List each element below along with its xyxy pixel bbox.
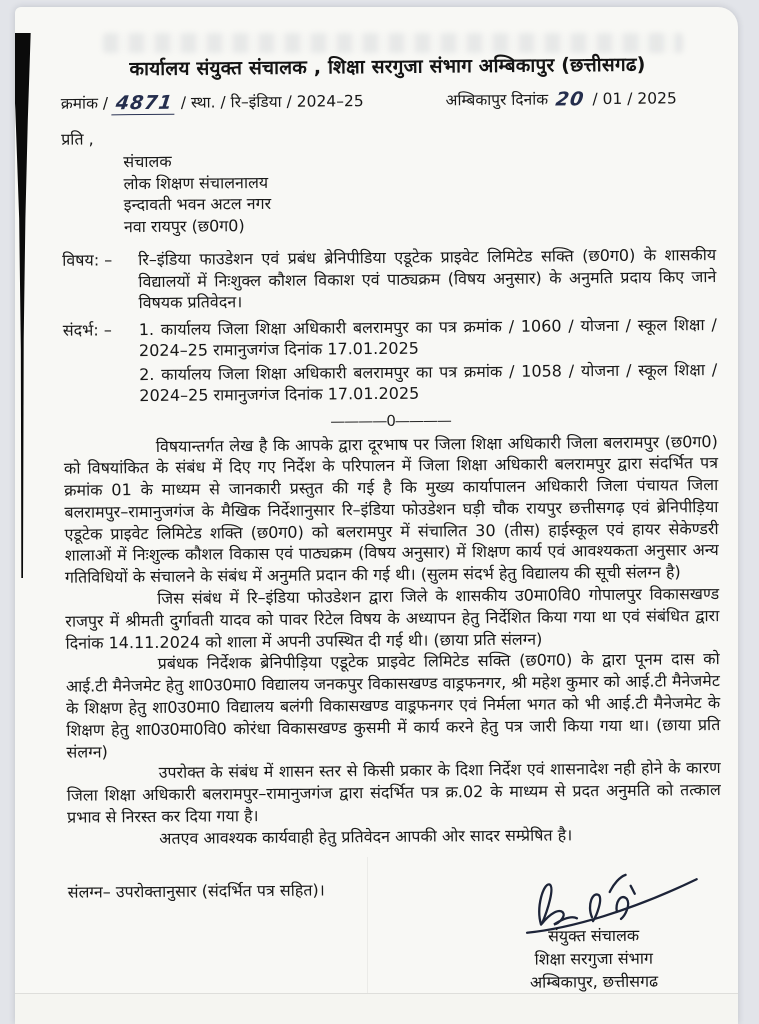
reference-label: संदर्भ: – [62,319,112,340]
reference-item: 2. कार्यालय जिला शिक्षा अधिकारी बलरामपुर का पत्र क्रमांक / 1058 / योजना / स्कूल शिक्षा / 2024–25 रामानुजगंज दिनांक 17.01.2025 [139,359,718,406]
letter-date-label: अम्बिकापुर दिनांक [445,90,549,110]
letter-number-rest: / स्था. / रि–इंडिया / 2024–25 [180,92,364,112]
office-letterhead-title: कार्यालय संयुक्त संचालक , शिक्षा सरगुजा संभाग अम्बिकापुर (छत्तीसगढ) [129,53,646,81]
reference-row [63,314,718,410]
signatory-place: अम्बिकापुर, छत्तीसगढ [529,971,659,992]
letter-paper [15,7,738,1024]
section-separator: ————0———— [330,410,451,430]
subject-row [62,244,717,314]
signature-block [470,861,716,994]
reference-number-line [61,86,715,115]
handwritten-letter-number: 4871 [112,92,178,116]
enclosure-note: संलग्न– उपरोक्तानुसार (संदर्भित पत्र सहित)। [67,880,325,902]
body-paragraph: उपरोक्त के संबंध में शासन स्तर से किसी प्रकार के दिशा निर्देश एवं शासनादेश नही होने के कारण जिला शिक्षा अधिकारी बलरामपुर–रामानुजगंज द्वारा संदर्भित पत्र क्र.02 के माध्यम से प्रदत अनुमति को तत्काल प्रभाव से निरस्त कर दिया गया है। [66,758,721,827]
reference-item: 1. कार्यालय जिला शिक्षा अधिकारी बलरामपुर का पत्र क्रमांक / 1060 / योजना / स्कूल शिक्षा / 2024–25 रामानुजगंज दिनांक 17.01.2025 [138,314,717,361]
body-paragraph: जिस संबंध में रि–इंडिया फोउडेशन द्वारा जिले के शासकीय उ0मा0वि0 गोपालपुर विकासखण्ड राजपुर में श्रीमती दुर्गावती यादव को पावर रिटेल विषय के अध्यापन हेतु निर्देशित किया गया था एवं संबंधित द्वारा दिनांक 14.11.2024 को शाला में अपनी उपस्थित दी गई थी। (छाया प्रति संलग्न) [65,584,720,653]
body-paragraph: प्रबंधक निर्देशक ब्रेनिपीड़िया एडूटेक प्राइवेट लिमिटेड सक्ति (छ0ग0) के द्वारा पूनम दास को आई.टी मैनेजमेट हेतु शा0उ0मा0 विद्यालय जनकपुर विकासखण्ड वाड्रफनगर, श्री महेश कुमार को आई.टी मैनेजमेट के शिक्षण हेतु शा0उ0मा0 विद्यालय बलंगी विकासखण्ड वाड़्रफनगर एवं निर्मला भगत को भी आई.टी मैनेजमेट के शिक्षण हेतु शा0उ0मा0वि0 कोरंधा विकासखण्ड कुसमी में कार्य करने हेतु पत्र जारी किया गया था। (छाया प्रति संलग्न) [65,649,721,762]
reference-list [139,314,718,409]
letter-date [445,86,676,111]
body-paragraph: विषयान्तर्गत लेख है कि आपके द्वारा दूरभाष पर जिला शिक्षा अधिकारी जिला बलरामपुर (छ0ग0) को विषयांकित के संबंध में दिए गए निर्देश के परिपालन में जिला शिक्षा अधिकारी बलरामपुर द्वारा संदर्भित पत्र क्रमांक 01 के माध्यम से जानकारी प्रस्तुत की गई है कि मुख्य कार्यापालन अधिकारी जिला पंचायत जिला बलरामपुर–रामानुजगंज के मैखिक निर्देशानुसार रि–इंडिया फोउडेशन घड़ी चौक रायपुर छत्तीसगढ़ एवं ब्रेनिपीड़िया एडूटेक प्राइवेट लिमिटेड शक्ति (छ0ग0) को बलरामपुर में संचालित 30 (तीस) हाईस्कूल एवं हायर सेकेण्डरी शालाओं में निःशुल्क कौशल विकास एवं पाठ्यक्रम (विषय अनुसार) में शिक्षण कार्य एवं आवश्यकता अनुसार अन्य गतिविधियों के संचालने के संबंध में अनुमति प्रदान की गई थी। (सुलम संदर्भ हेतु विद्यालय की सूची संलग्न है) [63,431,719,588]
handwritten-day: 20 [554,88,586,111]
subject-label: विषय: – [62,250,113,270]
addressee-label: प्रति , [61,129,94,149]
addressee-block [123,146,716,237]
letter-content [15,7,738,998]
letter-date-rest: / 01 / 2025 [592,89,677,109]
subject-text: रि–इंडिया फाउडेशन एवं प्रबंध ब्रेनिपीडिया एडूटेक प्राइवेट लिमिटेड सक्ति (छ0ग0) के शासकीय विद्यालयों में निःशुक्ल कौशल विकाश एवं पाठ्यक्रम (विषय अनुसार) के अनुमति प्रदाय किए जाने विषयक प्रतिवेदन। [138,245,717,313]
underlying-sheet [15,994,738,1024]
signatory-designation: संयुक्त संचालक [547,925,640,946]
body-paragraph: अतएव आवश्यक कार्यवाही हेतु प्रतिवेदन आपकी ओर सादर सम्प्रेषित है। [159,825,573,848]
addressee-line: लोक शिक्षण संचालनालय [123,172,269,193]
letter-number-label: क्रमांक / [60,94,109,113]
signatory-department: शिक्षा सरगुजा संभाग [534,948,654,969]
addressee-line: नवा रायपुर (छ0ग0) [123,215,245,236]
letter-footer [67,861,722,998]
letter-number [61,89,364,115]
addressee-line: इन्दावती भवन अटल नगर [123,193,272,215]
addressee-line: संचालक [123,151,172,172]
